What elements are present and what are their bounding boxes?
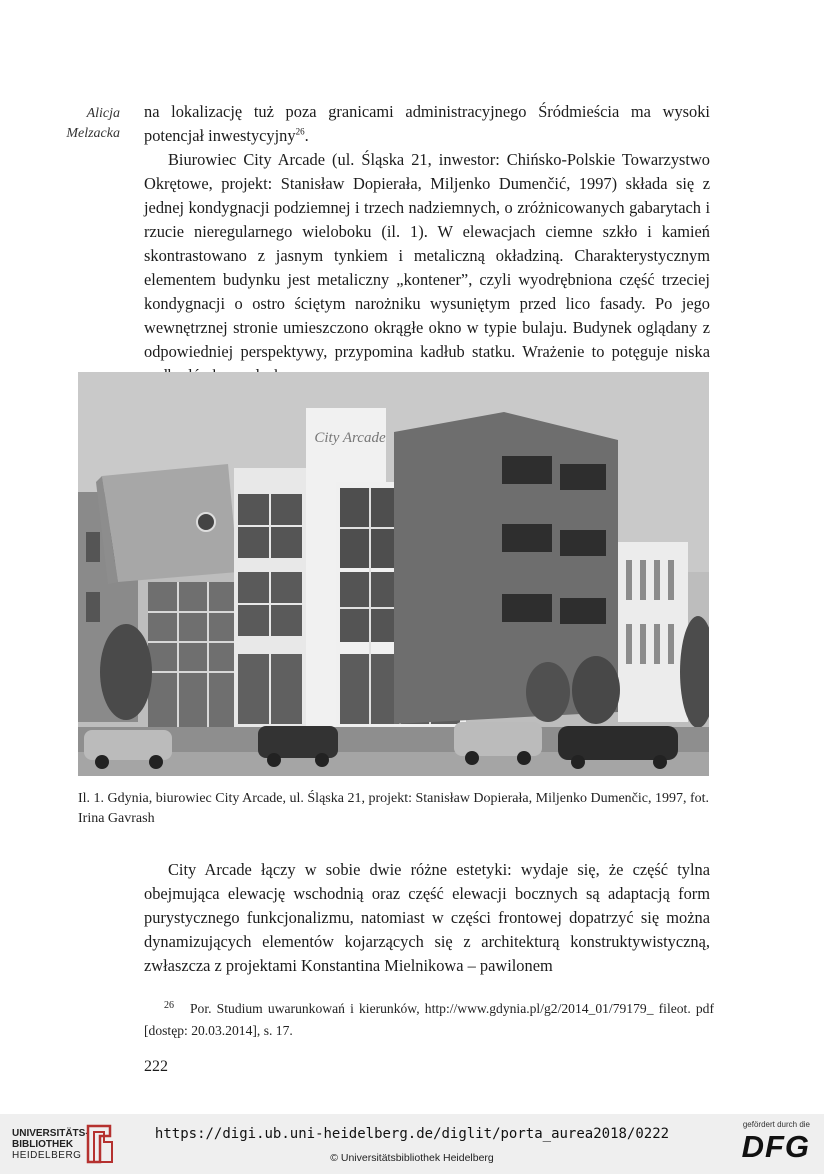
footer-bar [0, 1114, 824, 1174]
paragraph-continued: na lokalizację tuż poza granicami administracyjnego Śródmieścia ma wysoki potencjał inwestycyjny$^{26}$. [144, 102, 710, 145]
footnote-number: 26 [164, 1000, 174, 1011]
figure-caption: Il. 1. Gdynia, biurowiec City Arcade, ul. Śląska 21, projekt: Stanisław Dopierała, Miljenko Dumenčic, 1997, fot. Irina Gavrash [78, 791, 710, 826]
body-text-bottom [144, 858, 710, 978]
copyright-notice: © Universitätsbibliothek Heidelberg [330, 1152, 494, 1164]
author-last-name: Melzacka [66, 126, 120, 141]
building-photo [78, 372, 709, 776]
body-text-top [144, 100, 710, 388]
footnote-text: Por. Studium uwarunkowań i kierunków, http://www.gdynia.pl/g2/2014_01/79179_ fileot. pdf [dostęp: 20.03.2014], s. 17. [144, 1001, 714, 1038]
building-sign: City Arcade [314, 430, 386, 446]
funding-note: gefördert durch die [742, 1120, 810, 1129]
library-logo-text[interactable]: UNIVERSITÄTS- BIBLIOTHEK HEIDELBERG [12, 1128, 89, 1161]
city-arcade-photo-illustration [78, 372, 709, 776]
document-url-link[interactable]: https://digi.ub.uni-heidelberg.de/diglit/porta_aurea2018/0222 [154, 1126, 670, 1142]
paragraph-two-aesthetics: City Arcade łączy w sobie dwie różne estetyki: wydaje się, że część tylna obejmująca elewację wschodnią oraz część elewacji bocznych są adaptacją form purystycznego funkcjonalizmu, natomiast w części frontowej dopatrzyć się można dynamizujących elementów kojarzących się z architekturą konstruktywistyczną, zwłaszcza z projektami Konstantina Mielnikowa – pawilonem [144, 860, 710, 975]
footnote [144, 998, 714, 1042]
footnote-reference[interactable]: 26 [295, 126, 305, 137]
page-number: 222 [144, 1058, 168, 1075]
author-first-name: Alicja [86, 106, 120, 121]
margin-author-name [40, 104, 120, 144]
paragraph-city-arcade-description: Biurowiec City Arcade (ul. Śląska 21, inwestor: Chińsko-Polskie Towarzystwo Okrętowe, projekt: Stanisław Dopierała, Miljenko Dumenčić, 1997) składa się z jednej kondygnacji podziemnej i trzech nadziemnych, o zróżnicowanych gabarytach i rzucie nieregularnego wieloboku (il. 1). W elewacjach ciemne szkło i kamień skontrastowano z jasnym tynkiem i metaliczną okładziną. Charakterystycznym elementem budynku jest metaliczny „kontener”, czyli wyodrębniona część trzeciej kondygnacji o ostro ściętym narożniku wysuniętym przed lico fasady. Po jego wewnętrznej stronie umieszczono okrągłe okno w typie bulaju. Budynek oglądany z odpowiedniej perspektywy, przypomina kadłub statku. Wrażenie to potęguje niska [144, 150, 710, 361]
dfg-logo[interactable]: DFG [741, 1129, 810, 1164]
